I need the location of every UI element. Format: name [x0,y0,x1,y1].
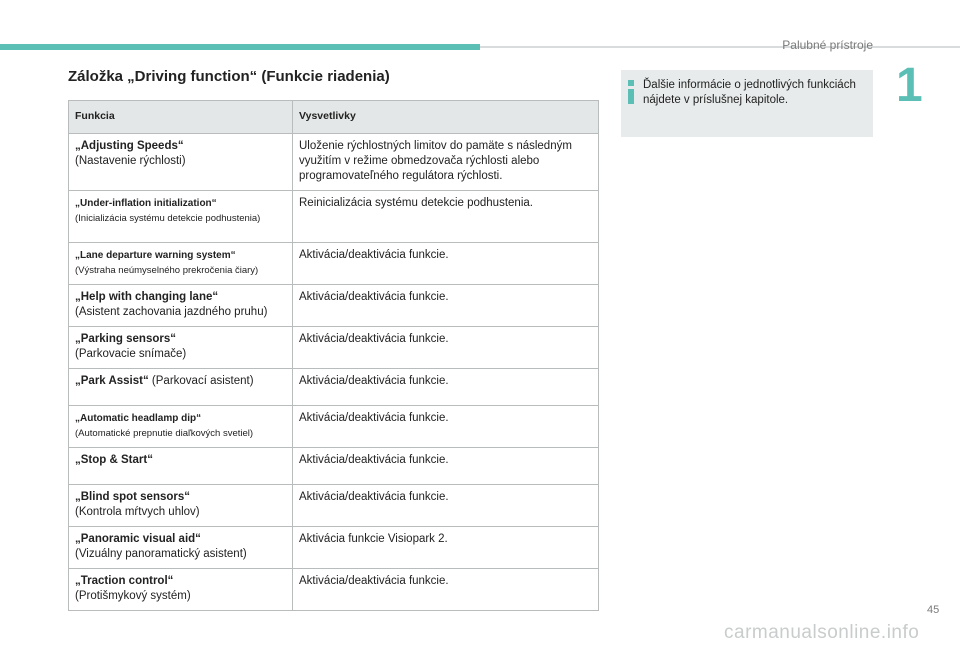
function-name: „Park Assist“ [75,375,149,387]
table-row [69,285,599,327]
function-description: Aktivácia/deaktivácia funkcie. [293,406,599,448]
function-translation: (Parkovacie snímače) [75,348,187,360]
function-cell [69,191,293,243]
function-name: „Under-inflation initialization“ [75,198,217,209]
function-name: „Automatic headlamp dip“ [75,413,202,424]
table-row [69,191,599,243]
table-header-row [69,101,599,134]
table-row [69,448,599,485]
function-translation: (Parkovací asistent) [148,375,254,387]
function-name: „Panoramic visual aid“ [75,533,201,545]
function-name: „Stop & Start“ [75,454,153,466]
functions-table [68,100,599,611]
function-translation: (Kontrola mŕtvych uhlov) [75,506,200,518]
table-row [69,134,599,191]
function-translation: (Vizuálny panoramatický asistent) [75,548,247,560]
table-row [69,527,599,569]
function-description: Aktivácia/deaktivácia funkcie. [293,243,599,285]
function-name: „Lane departure warning system“ [75,250,236,261]
function-translation: (Protišmykový systém) [75,590,191,602]
function-cell [69,327,293,369]
function-description: Aktivácia/deaktivácia funkcie. [293,327,599,369]
function-translation: (Automatické prepnutie diaľkových svetiel) [75,428,254,439]
info-text: Ďalšie informácie o jednotlivých funkciách nájdete v príslušnej kapitole. [643,79,856,106]
function-translation: (Inicializácia systému detekcie podhustenia) [75,213,261,224]
column-header-explanation: Vysvetlivky [293,101,599,134]
function-description: Aktivácia/deaktivácia funkcie. [293,485,599,527]
info-icon [628,80,636,104]
header-rule [480,46,960,48]
table-row [69,243,599,285]
function-cell [69,485,293,527]
function-description: Uloženie rýchlostných limitov do pamäte s následným využitím v režime obmedzovača rýchlosti alebo programovateľného regulátora rýchlosti. [293,134,599,191]
function-name: „Blind spot sensors“ [75,491,191,503]
header-accent-bar [0,44,480,50]
page-title: Záložka „Driving function“ (Funkcie riadenia) [68,68,390,85]
function-cell [69,448,293,485]
function-description: Aktivácia/deaktivácia funkcie. [293,369,599,406]
function-translation: (Asistent zachovania jazdného pruhu) [75,306,268,318]
page-number: 45 [927,604,940,616]
function-cell [69,569,293,611]
function-cell [69,527,293,569]
table-row [69,327,599,369]
function-translation: (Výstraha neúmyselného prekročenia čiary) [75,265,259,276]
function-description: Aktivácia/deaktivácia funkcie. [293,285,599,327]
function-name: „Parking sensors“ [75,333,176,345]
info-note [621,70,873,137]
column-header-function: Funkcia [69,101,293,134]
function-description: Aktivácia/deaktivácia funkcie. [293,569,599,611]
function-name: „Help with changing lane“ [75,291,219,303]
function-description: Reinicializácia systému detekcie podhustenia. [293,191,599,243]
table-row [69,485,599,527]
table-row [69,569,599,611]
table-row [69,369,599,406]
function-cell [69,243,293,285]
function-description: Aktivácia funkcie Visiopark 2. [293,527,599,569]
table-row [69,406,599,448]
watermark: carmanualsonline.info [724,622,920,643]
function-cell [69,134,293,191]
function-description: Aktivácia/deaktivácia funkcie. [293,448,599,485]
function-cell [69,406,293,448]
function-name: „Traction control“ [75,575,174,587]
function-cell [69,369,293,406]
section-title: Palubné prístroje [782,38,873,52]
function-cell [69,285,293,327]
function-name: „Adjusting Speeds“ [75,140,184,152]
function-translation: (Nastavenie rýchlosti) [75,155,186,167]
chapter-number: 1 [896,59,923,112]
